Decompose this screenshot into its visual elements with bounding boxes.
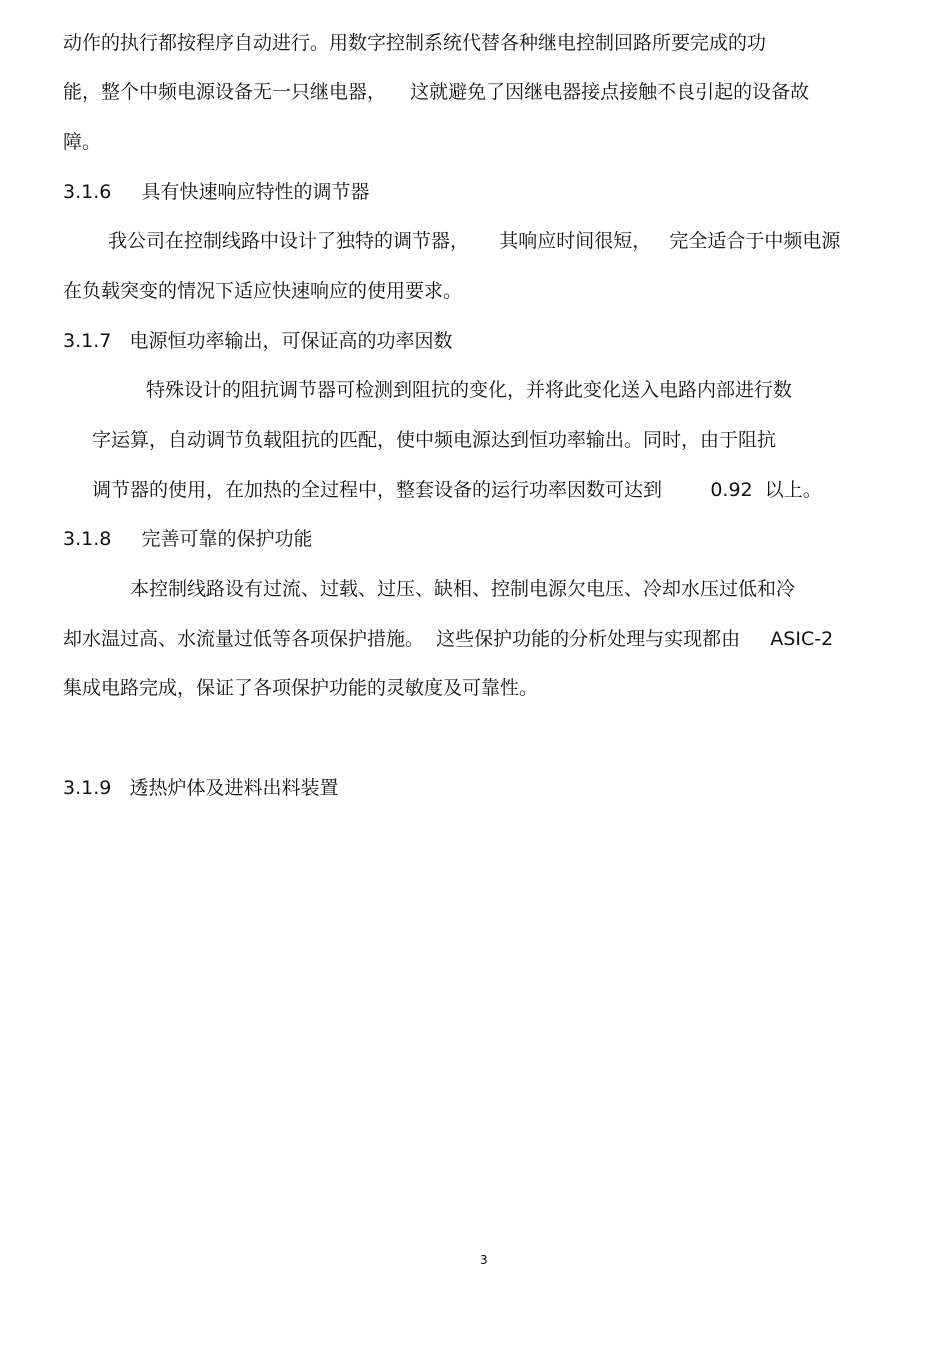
page-number: 3 — [480, 1253, 488, 1267]
body-line: 调节器的使用，在加热的全过程中，整套设备的运行功率因数可达到 0.92 以上。 — [92, 479, 822, 501]
body-line: 能，整个中频电源设备无一只继电器， 这就避免了因继电器接点接触不良引起的设备故 — [63, 81, 810, 103]
body-line: 集成电路完成，保证了各项保护功能的灵敏度及可靠性。 — [63, 677, 539, 699]
body-line: 本控制线路设有过流、过载、过压、缺相、控制电源欠电压、冷却水压过低和冷 — [130, 578, 796, 600]
body-line: 字运算，自动调节负载阻抗的匹配，使中频电源达到恒功率输出。同时，由于阻抗 — [92, 429, 777, 451]
section-heading-3-1-9: 3.1.9 透热炉体及进料出料装置 — [63, 777, 339, 799]
section-heading-3-1-7: 3.1.7 电源恒功率输出，可保证高的功率因数 — [63, 330, 453, 352]
section-heading-3-1-8: 3.1.8 完善可靠的保护功能 — [63, 528, 313, 550]
body-line: 我公司在控制线路中设计了独特的调节器， 其响应时间很短， 完全适合于中频电源 — [108, 230, 841, 252]
body-line: 在负载突变的情况下适应快速响应的使用要求。 — [63, 280, 463, 302]
body-line: 障。 — [63, 131, 102, 153]
section-heading-3-1-6: 3.1.6 具有快速响应特性的调节器 — [63, 181, 370, 203]
body-line: 动作的执行都按程序自动进行。用数字控制系统代替各种继电控制回路所要完成的功 — [63, 32, 767, 54]
body-line: 却水温过高、水流量过低等各项保护措施。 这些保护功能的分析处理与实现都由 ASIC-2 — [63, 628, 834, 650]
body-line: 特殊设计的阻抗调节器可检测到阻抗的变化，并将此变化送入电路内部进行数 — [146, 379, 793, 401]
